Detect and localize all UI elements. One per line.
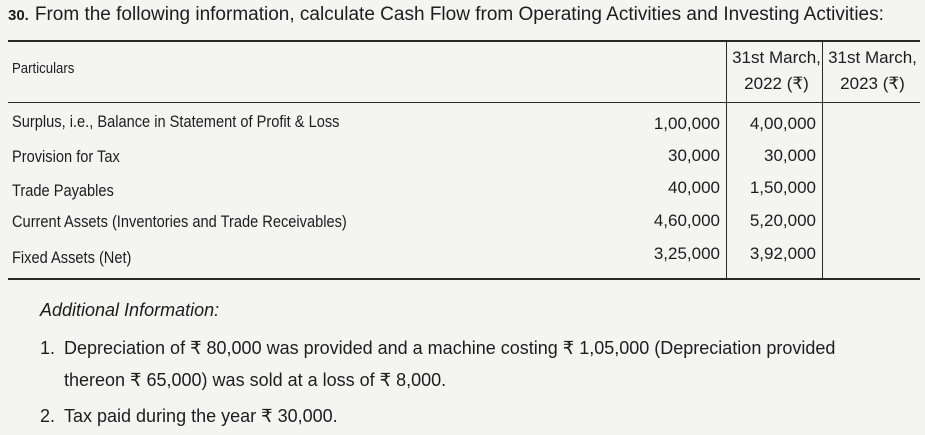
header-2023-line2: 2023 (₹) bbox=[840, 74, 905, 93]
header-2022 bbox=[729, 45, 824, 97]
cell-payables-2022: 40,000 bbox=[668, 178, 720, 197]
header-particulars: Particulars bbox=[12, 60, 75, 77]
cell-current-assets-2022: 4,60,000 bbox=[653, 211, 720, 230]
row-label-surplus: Surplus, i.e., Balance in Statement of Profit & Loss bbox=[12, 112, 340, 131]
note-1-line2: thereon ₹ 65,000) was sold at a loss of ₹ 8,000. bbox=[64, 370, 447, 390]
header-2022-line1: 31st March, bbox=[732, 48, 821, 67]
cell-surplus-2022: 1,00,000 bbox=[653, 114, 720, 133]
cell-provision-2023: 30,000 bbox=[764, 146, 816, 165]
header-2023 bbox=[825, 45, 920, 97]
cell-fixed-assets-2023: 3,92,000 bbox=[749, 244, 816, 263]
table-bottom-rule bbox=[8, 278, 920, 280]
note-1-number: 1. bbox=[40, 338, 56, 358]
note-1 bbox=[40, 332, 835, 396]
row-label-provision-for-tax: Provision for Tax bbox=[12, 147, 120, 166]
note-2-number: 2. bbox=[40, 406, 56, 426]
table-top-rule bbox=[8, 40, 920, 42]
table-header-rule bbox=[8, 102, 920, 103]
row-label-current-assets: Current Assets (Inventories and Trade Receivables) bbox=[12, 212, 347, 231]
note-2-line1: Tax paid during the year ₹ 30,000. bbox=[64, 406, 338, 426]
cell-provision-2022: 30,000 bbox=[668, 146, 720, 165]
question-text: From the following information, calculate Cash Flow from Operating Activities and Investing Activities: bbox=[34, 4, 884, 25]
cell-fixed-assets-2022: 3,25,000 bbox=[653, 244, 720, 263]
row-label-trade-payables: Trade Payables bbox=[12, 181, 114, 200]
question-number: 30. bbox=[8, 7, 29, 24]
header-2023-line1: 31st March, bbox=[828, 48, 917, 67]
question-heading bbox=[8, 4, 884, 26]
cell-surplus-2023: 4,00,000 bbox=[749, 114, 816, 133]
header-2022-line2: 2022 (₹) bbox=[744, 74, 809, 93]
cell-current-assets-2023: 5,20,000 bbox=[749, 211, 816, 230]
row-label-fixed-assets: Fixed Assets (Net) bbox=[12, 248, 132, 267]
cell-payables-2023: 1,50,000 bbox=[749, 178, 816, 197]
note-1-line1: Depreciation of ₹ 80,000 was provided and a machine costing ₹ 1,05,000 (Depreciation provided bbox=[64, 338, 836, 358]
additional-info-title: Additional Information: bbox=[40, 300, 220, 320]
note-2 bbox=[40, 400, 338, 432]
